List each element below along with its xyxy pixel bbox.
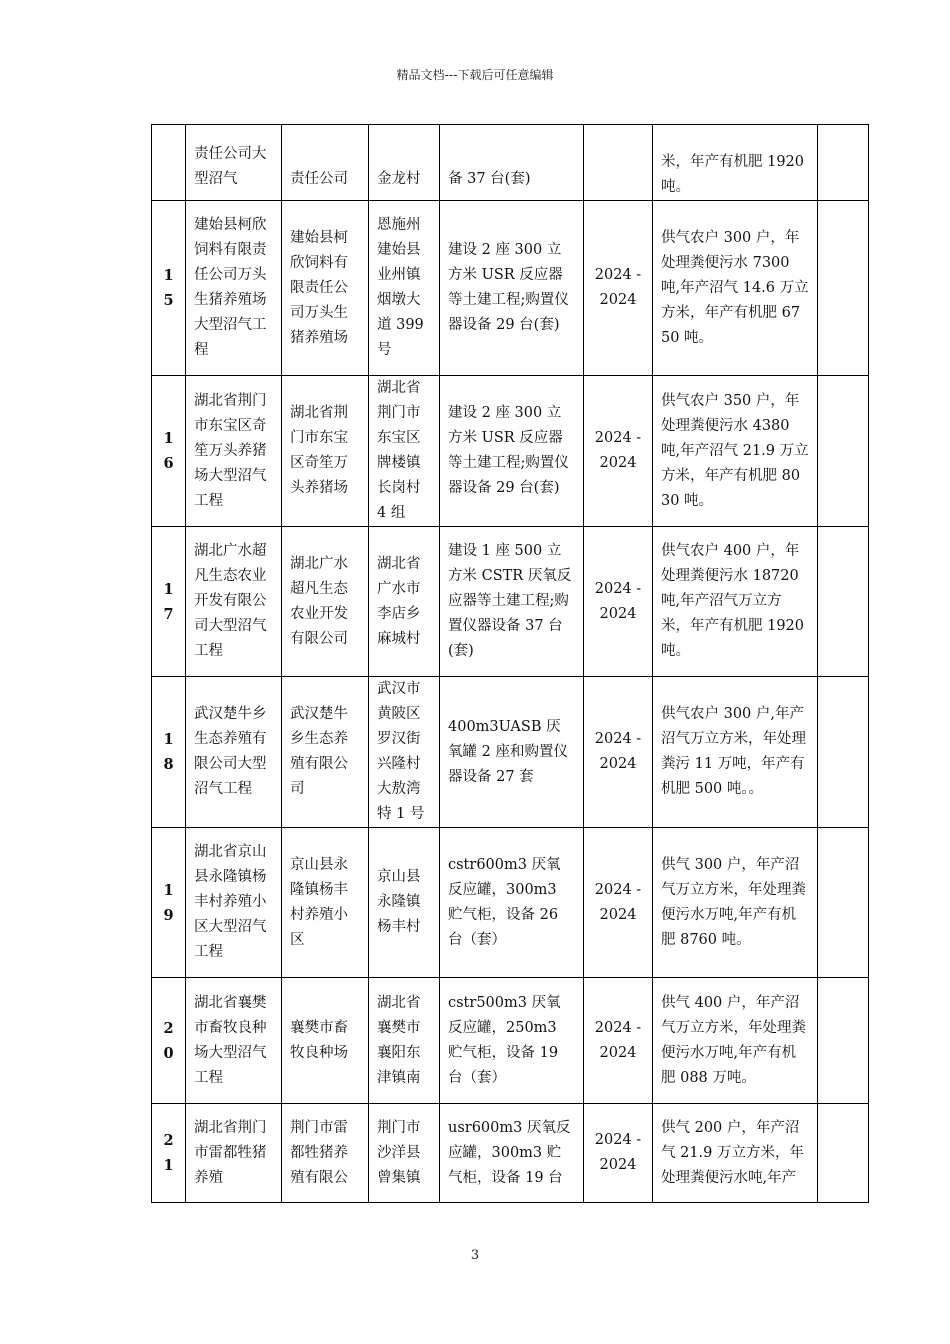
remark-cell	[818, 201, 869, 376]
table-row	[152, 201, 869, 376]
content-cell: 建设 1 座 500 立方米 CSTR 厌氧反应器等土建工程;购置仪器设备 37 台(套)	[440, 527, 584, 677]
row-number: 20	[152, 978, 186, 1104]
project-name-cell: 湖北广水超凡生态农业开发有限公司大型沼气工程	[186, 527, 282, 677]
table-row	[152, 376, 869, 527]
project-name-cell: 责任公司大型沼气	[186, 125, 282, 201]
benefits-cell: 供气农户 350 户，年处理粪便污水 4380 吨,年产沼气 21.9 万立方米，年产有机肥 8030 吨。	[653, 376, 818, 527]
project-name-cell: 武汉楚牛乡生态养殖有限公司大型沼气工程	[186, 677, 282, 828]
project-name-cell: 湖北省襄樊市畜牧良种场大型沼气工程	[186, 978, 282, 1104]
content-cell: 建设 2 座 300 立方米 USR 反应器等土建工程;购置仪器设备 29 台(套)	[440, 376, 584, 527]
row-number: 16	[152, 376, 186, 527]
row-number: 19	[152, 828, 186, 978]
benefits-cell: 供气农户 300 户,年产沼气万立方米，年处理粪污 11 万吨，年产有机肥 500 吨。。	[653, 677, 818, 828]
row-number: 18	[152, 677, 186, 828]
row-number	[152, 125, 186, 201]
remark-cell	[818, 376, 869, 527]
years-cell: 2024 -2024	[584, 527, 653, 677]
location-cell: 荆门市沙洋县曾集镇	[369, 1104, 440, 1203]
location-cell: 恩施州建始县业州镇烟墩大道 399 号	[369, 201, 440, 376]
years-cell: 2024 -2024	[584, 978, 653, 1104]
content-cell: cstr500m3 厌氧反应罐，250m3 贮气柜，设备 19 台（套）	[440, 978, 584, 1104]
benefits-cell: 供气 300 户，年产沼气万立方米，年处理粪便污水万吨,年产有机肥 8760 吨。	[653, 828, 818, 978]
table-row	[152, 125, 869, 201]
unit-cell: 责任公司	[282, 125, 369, 201]
location-cell: 湖北省广水市李店乡麻城村	[369, 527, 440, 677]
remark-cell	[818, 828, 869, 978]
table-row	[152, 828, 869, 978]
project-table	[151, 124, 869, 1203]
years-cell: 2024 -2024	[584, 828, 653, 978]
content-cell: 备 37 台(套)	[440, 125, 584, 201]
content-cell: usr600m3 厌氧反应罐，300m3 贮气柜，设备 19 台	[440, 1104, 584, 1203]
benefits-cell: 供气农户 400 户，年处理粪便污水 18720 吨,年产沼气万立方米，年产有机肥 1920 吨。	[653, 527, 818, 677]
location-cell: 武汉市黄陂区罗汉街兴隆村大敖湾特 1 号	[369, 677, 440, 828]
remark-cell	[818, 677, 869, 828]
benefits-cell: 供气农户 300 户，年处理粪便污水 7300 吨,年产沼气 14.6 万立方米，年产有机肥 6750 吨。	[653, 201, 818, 376]
location-cell: 湖北省荆门市东宝区牌楼镇长岗村 4 组	[369, 376, 440, 527]
content-cell: 建设 2 座 300 立方米 USR 反应器等土建工程;购置仪器设备 29 台(套)	[440, 201, 584, 376]
row-number: 21	[152, 1104, 186, 1203]
unit-cell: 湖北省荆门市东宝区奇笙万头养猪场	[282, 376, 369, 527]
location-cell: 金龙村	[369, 125, 440, 201]
unit-cell: 湖北广水超凡生态农业开发有限公司	[282, 527, 369, 677]
remark-cell	[818, 125, 869, 201]
remark-cell	[818, 527, 869, 677]
table-row	[152, 978, 869, 1104]
years-cell: 2024 -2024	[584, 376, 653, 527]
content-cell: 400m3UASB 厌氧罐 2 座和购置仪器设备 27 套	[440, 677, 584, 828]
content-cell: cstr600m3 厌氧反应罐，300m3 贮气柜，设备 26 台（套）	[440, 828, 584, 978]
row-number: 17	[152, 527, 186, 677]
years-cell: 2024 -2024	[584, 201, 653, 376]
benefits-cell: 供气 200 户，年产沼气 21.9 万立方米，年处理粪便污水吨,年产	[653, 1104, 818, 1203]
project-name-cell: 湖北省荆门市雷都牲猪养殖	[186, 1104, 282, 1203]
project-name-cell: 湖北省荆门市东宝区奇笙万头养猪场大型沼气工程	[186, 376, 282, 527]
page-header: 精品文档---下载后可任意编辑	[396, 68, 554, 82]
row-number: 15	[152, 201, 186, 376]
table-row	[152, 1104, 869, 1203]
table-row	[152, 677, 869, 828]
remark-cell	[818, 1104, 869, 1203]
location-cell: 湖北省襄樊市襄阳东津镇南	[369, 978, 440, 1104]
unit-cell: 京山县永隆镇杨丰村养殖小区	[282, 828, 369, 978]
unit-cell: 建始县柯欣饲料有限责任公司万头生猪养殖场	[282, 201, 369, 376]
years-cell: 2024 -2024	[584, 677, 653, 828]
project-name-cell: 湖北省京山县永隆镇杨丰村养殖小区大型沼气工程	[186, 828, 282, 978]
location-cell: 京山县永隆镇杨丰村	[369, 828, 440, 978]
unit-cell: 荆门市雷都牲猪养殖有限公	[282, 1104, 369, 1203]
project-name-cell: 建始县柯欣饲料有限责任公司万头生猪养殖场大型沼气工程	[186, 201, 282, 376]
table-row	[152, 527, 869, 677]
years-cell	[584, 125, 653, 201]
page-number: 3	[470, 1248, 480, 1263]
benefits-cell: 供气 400 户，年产沼气万立方米，年处理粪便污水万吨,年产有机肥 088 万吨。	[653, 978, 818, 1104]
years-cell: 2024 -2024	[584, 1104, 653, 1203]
unit-cell: 襄樊市畜牧良种场	[282, 978, 369, 1104]
unit-cell: 武汉楚牛乡生态养殖有限公司	[282, 677, 369, 828]
benefits-cell: 米，年产有机肥 1920 吨。	[653, 125, 818, 201]
remark-cell	[818, 978, 869, 1104]
